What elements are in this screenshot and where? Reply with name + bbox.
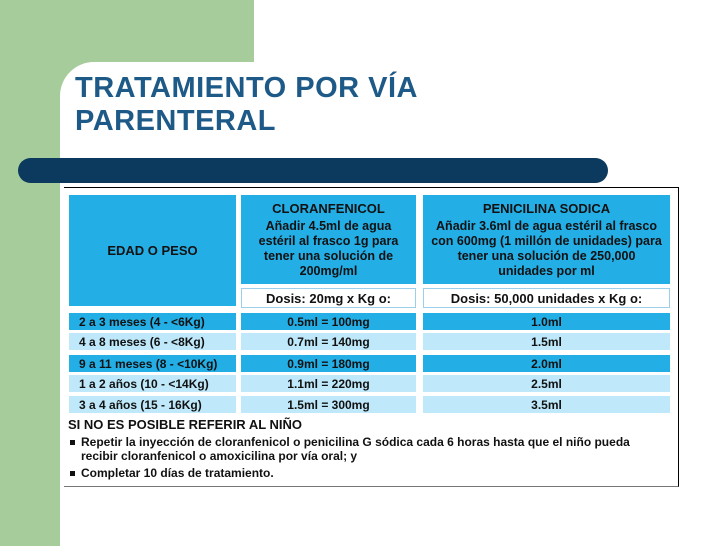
age-text: 4 a 8 meses (6 - <8Kg) (79, 334, 205, 349)
note-text: Repetir la inyección de cloranfenicol o penicilina G sódica cada 6 horas hasta que el niño pueda recibir cloranfenicol o amoxicilina por vía oral; y (81, 435, 630, 463)
dosis-cloranfenicol (241, 288, 416, 308)
header-age (69, 195, 236, 306)
header-age-label: EDAD O PESO (107, 243, 198, 258)
table-row-age (69, 375, 236, 392)
penicilina-dose-text: 3.5ml (531, 397, 562, 412)
table-row-penicilina (423, 313, 670, 330)
cloranfenicol-dose-text: 1.1ml = 220mg (287, 376, 370, 391)
age-text: 3 a 4 años (15 - 16Kg) (79, 397, 202, 412)
list-item (68, 435, 668, 463)
table-row-penicilina (423, 355, 670, 372)
header-penicilina (423, 195, 670, 284)
penicilina-dose-text: 2.5ml (531, 376, 562, 391)
background-green-strip (0, 0, 60, 546)
table-row-age (69, 396, 236, 413)
table-row-penicilina (423, 375, 670, 392)
header-cloranfenicol-name: CLORANFENICOL (272, 200, 385, 216)
table-row-penicilina (423, 396, 670, 413)
table-row-penicilina (423, 333, 670, 350)
slide-title (75, 72, 535, 138)
table-row-cloranfenicol (241, 375, 416, 392)
table-row-cloranfenicol (241, 333, 416, 350)
note-text: Completar 10 días de tratamiento. (81, 466, 274, 480)
header-penicilina-name: PENICILINA SODICA (482, 200, 611, 216)
header-penicilina-desc: Añadir 3.6ml de agua estéril al frasco con 600mg (1 millón de unidades) para tener una solución de 250,000 unidades por ml (431, 218, 662, 278)
table-row-cloranfenicol (241, 313, 416, 330)
notes-section (68, 418, 668, 483)
age-text: 2 a 3 meses (4 - <6Kg) (79, 314, 205, 329)
table-row-cloranfenicol (241, 355, 416, 372)
header-cloranfenicol-desc: Añadir 4.5ml de agua estéril al frasco 1g para tener una solución de 200mg/ml (258, 218, 399, 278)
table-row-age (69, 313, 236, 330)
slide-title-line2: PARENTERAL (75, 105, 277, 137)
bullet-icon (70, 440, 75, 445)
dosis-penicilina (423, 288, 670, 308)
cloranfenicol-dose-text: 0.9ml = 180mg (287, 356, 370, 371)
cloranfenicol-dose-text: 0.5ml = 100mg (287, 314, 370, 329)
bullet-icon (70, 471, 75, 476)
cloranfenicol-dose-text: 1.5ml = 300mg (287, 397, 370, 412)
dosis-cloranfenicol-label: Dosis: 20mg x Kg o: (266, 290, 391, 306)
header-cloranfenicol (241, 195, 416, 284)
table-row-age (69, 333, 236, 350)
title-divider-bar (18, 158, 608, 183)
slide-title-line1: TRATAMIENTO POR VÍA (75, 72, 418, 104)
cloranfenicol-dose-text: 0.7ml = 140mg (287, 334, 370, 349)
table-row-cloranfenicol (241, 396, 416, 413)
dosis-penicilina-label: Dosis: 50,000 unidades x Kg o: (450, 290, 643, 306)
penicilina-dose-text: 1.5ml (531, 334, 562, 349)
age-text: 9 a 11 meses (8 - <10Kg) (79, 356, 218, 371)
age-text: 1 a 2 años (10 - <14Kg) (79, 376, 209, 391)
penicilina-dose-text: 2.0ml (531, 356, 562, 371)
notes-heading: SI NO ES POSIBLE REFERIR AL NIÑO (68, 417, 303, 432)
penicilina-dose-text: 1.0ml (531, 314, 562, 329)
list-item (68, 466, 668, 480)
table-row-age (69, 355, 236, 372)
